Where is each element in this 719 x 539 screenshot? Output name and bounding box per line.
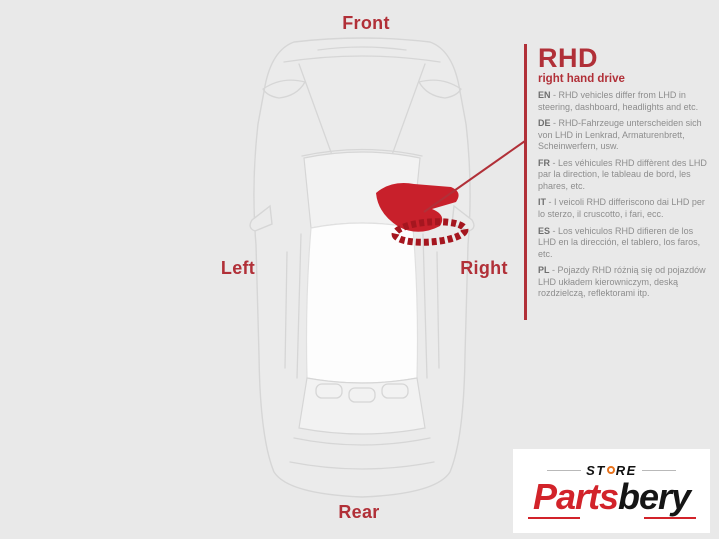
lang-code-fr: FR bbox=[538, 157, 550, 168]
lang-text-pl: - Pojazdy RHD różnią się od pojazdów LHD układem kierowniczym, deską rozdzielczą, reflektorami itp. bbox=[538, 265, 706, 299]
logo-underline-row bbox=[528, 517, 696, 519]
lang-code-pl: PL bbox=[538, 265, 550, 276]
lang-entry-pl bbox=[538, 265, 708, 300]
logo-store-re: RE bbox=[615, 462, 637, 478]
lang-entry-en bbox=[538, 90, 708, 113]
logo-dash-left bbox=[528, 517, 580, 519]
lang-text-en: - RHD vehicles differ from LHD in steering, dashboard, headlights and etc. bbox=[538, 90, 699, 112]
logo-brand-bery: bery bbox=[618, 475, 691, 517]
panel-title: RHD bbox=[538, 43, 598, 73]
lang-entry-fr bbox=[538, 158, 708, 193]
label-right: Right bbox=[460, 258, 508, 278]
rhd-info-panel bbox=[524, 44, 708, 320]
lang-text-it: - I veicoli RHD differiscono dai LHD per lo sterzo, il cruscotto, i fari, ecc. bbox=[538, 197, 705, 219]
logo-store-o-icon bbox=[607, 466, 615, 474]
lang-code-es: ES bbox=[538, 225, 551, 236]
logo-brand-name bbox=[532, 475, 691, 517]
lang-text-de: - RHD-Fahrzeuge unterscheiden sich von LHD in Lenkrad, Armaturenbrett, Scheinwerfern, usw. bbox=[538, 118, 702, 152]
lang-entry-it bbox=[538, 197, 708, 220]
logo-dash-right bbox=[644, 517, 696, 519]
label-rear: Rear bbox=[338, 502, 380, 522]
lang-entry-de bbox=[538, 118, 708, 153]
panel-subtitle: right hand drive bbox=[538, 73, 625, 86]
label-left: Left bbox=[220, 258, 256, 278]
logo-brand-parts: Parts bbox=[532, 475, 618, 517]
partsbery-logo bbox=[513, 449, 710, 533]
lang-code-it: IT bbox=[538, 197, 546, 208]
logo-store-st: ST bbox=[586, 462, 606, 478]
label-front: Front bbox=[342, 13, 390, 33]
lang-text-fr: - Les véhicules RHD diffèrent des LHD par la direction, le tableau de bord, les phares, etc. bbox=[538, 157, 707, 191]
logo-rule-right bbox=[642, 470, 676, 471]
lang-code-de: DE bbox=[538, 118, 551, 129]
lang-text-es: - Los vehiculos RHD difieren de los LHD en la dirección, el tablero, los faros, etc. bbox=[538, 225, 701, 259]
logo-rule-left bbox=[547, 470, 581, 471]
roof-panel bbox=[307, 223, 418, 383]
lang-code-en: EN bbox=[538, 90, 551, 101]
lang-entry-es bbox=[538, 226, 708, 261]
